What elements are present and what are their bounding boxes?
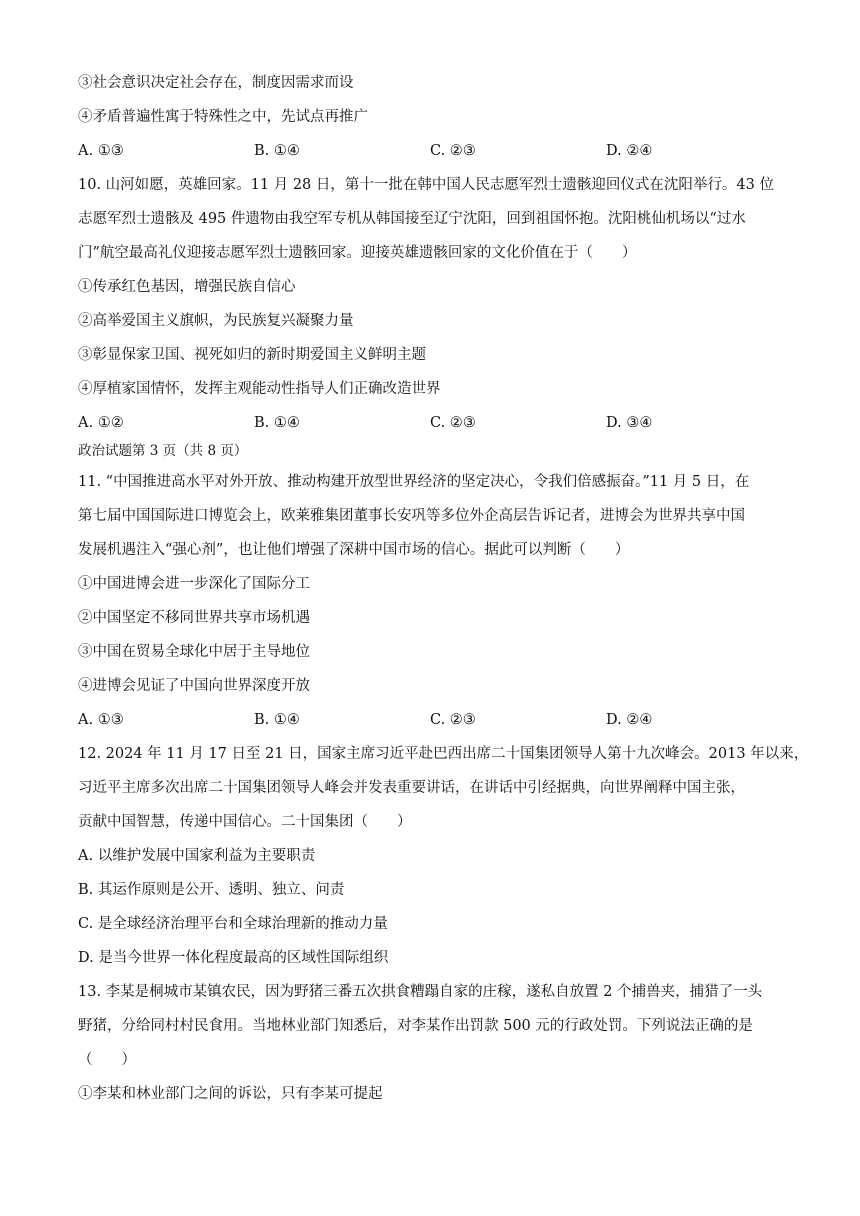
- q9-option-b: B. ①④: [254, 143, 300, 159]
- q10-option-c: C. ②③: [430, 415, 476, 431]
- q10-item-2: ②高举爱国主义旗帜，为民族复兴凝聚力量: [78, 313, 354, 329]
- q12-choice-c: C. 是全球经济治理平台和全球治理新的推动力量: [78, 916, 388, 932]
- q11-stem-line-2: 第七届中国国际进口博览会上，欧莱雅集团董事长安巩等多位外企高层告诉记者，进博会为世界共享中国: [78, 508, 745, 524]
- q11-item-4: ④进博会见证了中国向世界深度开放: [78, 678, 310, 694]
- q11-option-c: C. ②③: [430, 712, 476, 728]
- q12-stem-line-2: 习近平主席多次出席二十国集团领导人峰会并发表重要讲话，在讲话中引经据典，向世界阐释中国主张，: [78, 780, 745, 796]
- q9-item-3: ③社会意识决定社会存在，制度因需求而设: [78, 75, 354, 91]
- q13-stem-line-3: （ ）: [78, 1052, 136, 1068]
- q10-option-a: A. ①②: [78, 415, 124, 431]
- q11-stem-line-1: 11. “中国推进高水平对外开放、推动构建开放型世界经济的坚定决心，令我们倍感振奋。”11 月 5 日，在: [78, 474, 750, 490]
- q9-option-a: A. ①③: [78, 143, 124, 159]
- q10-item-3: ③彰显保家卫国、视死如归的新时期爱国主义鲜明主题: [78, 347, 426, 363]
- q10-stem-line-3: 门”航空最高礼仪迎接志愿军烈士遗骸回家。迎接英雄遗骸回家的文化价值在于（ ）: [78, 245, 637, 261]
- q9-option-d: D. ②④: [606, 143, 653, 159]
- q10-item-1: ①传承红色基因，增强民族自信心: [78, 279, 296, 295]
- q9-option-c: C. ②③: [430, 143, 476, 159]
- q13-item-1: ①李某和林业部门之间的诉讼，只有李某可提起: [78, 1086, 383, 1102]
- q12-stem-line-1: 12. 2024 年 11 月 17 日至 21 日，国家主席习近平赴巴西出席二十国集团领导人第十九次峰会。2013 年以来，: [78, 746, 809, 762]
- q11-stem-line-3: 发展机遇注入“强心剂”，也让他们增强了深耕中国市场的信心。据此可以判断（ ）: [78, 542, 630, 558]
- q12-choice-a: A. 以维护发展中国家利益为主要职责: [78, 848, 316, 864]
- q9-item-4: ④矛盾普遍性寓于特殊性之中，先试点再推广: [78, 109, 368, 125]
- q11-item-3: ③中国在贸易全球化中居于主导地位: [78, 644, 310, 660]
- q12-choice-d: D. 是当今世界一体化程度最高的区域性国际组织: [78, 950, 389, 966]
- q10-stem-line-1: 10. 山河如愿，英雄回家。11 月 28 日，第十一批在韩中国人民志愿军烈士遗骸迎回仪式在沈阳举行。43 位: [78, 177, 774, 193]
- q13-stem-line-1: 13. 李某是桐城市某镇农民，因为野猪三番五次拱食糟蹋自家的庄稼，遂私自放置 2 个捕兽夹，捕猎了一头: [78, 984, 763, 1000]
- q10-option-b: B. ①④: [254, 415, 300, 431]
- q10-item-4: ④厚植家国情怀，发挥主观能动性指导人们正确改造世界: [78, 381, 441, 397]
- q11-item-1: ①中国进博会进一步深化了国际分工: [78, 576, 310, 592]
- q12-stem-line-3: 贡献中国智慧，传递中国信心。二十国集团（ ）: [78, 814, 412, 830]
- q10-option-d: D. ③④: [606, 415, 653, 431]
- q10-stem-line-2: 志愿军烈士遗骸及 495 件遗物由我空军专机从韩国接至辽宁沈阳，回到祖国怀抱。沈阳桃仙机场以“过水: [78, 211, 746, 227]
- page-footer: 政治试题第 3 页（共 8 页）: [78, 443, 248, 459]
- q11-item-2: ②中国坚定不移同世界共享市场机遇: [78, 610, 310, 626]
- q13-stem-line-2: 野猪，分给同村村民食用。当地林业部门知悉后，对李某作出罚款 500 元的行政处罚。下列说法正确的是: [78, 1018, 753, 1034]
- q11-option-b: B. ①④: [254, 712, 300, 728]
- q11-option-a: A. ①③: [78, 712, 124, 728]
- q12-choice-b: B. 其运作原则是公开、透明、独立、问责: [78, 882, 345, 898]
- q11-option-d: D. ②④: [606, 712, 653, 728]
